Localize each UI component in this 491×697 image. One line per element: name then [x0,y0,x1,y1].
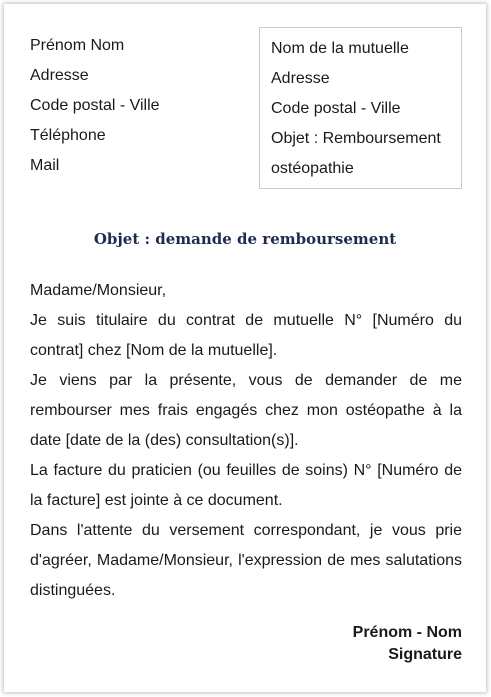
sender-name: Prénom Nom [30,37,125,54]
sender-block [30,31,160,181]
sender-address: Adresse [30,67,89,84]
recipient-object-line: ostéopathie [271,160,354,177]
letter-page [4,4,486,692]
letter-subject: Objet : demande de remboursement [93,230,397,248]
body-paragraph: Je viens par la présente, vous de demander de me rembourser mes frais engagés chez mon ostéopathe à la date [date de la (des) consultation(s)]. [30,372,462,449]
recipient-address: Adresse [271,70,330,87]
closing-name: Prénom - Nom [352,624,462,641]
salutation: Madame/Monsieur, [30,282,167,299]
recipient-block [259,27,462,189]
recipient-object-line: Objet : Remboursement [271,130,441,147]
sender-mail: Mail [30,157,60,174]
body-paragraph: La facture du praticien (ou feuilles de soins) N° [Numéro de la facture] est jointe à ce document. [30,462,462,509]
letter-body [30,276,462,606]
recipient-name: Nom de la mutuelle [271,40,409,57]
sender-postal-city: Code postal - Ville [30,97,160,114]
body-paragraph: Dans l'attente du versement correspondant, je vous prie d'agréer, Madame/Monsieur, l'expression de mes salutations distinguées. [30,522,462,599]
body-paragraph: Je suis titulaire du contrat de mutuelle N° [Numéro du contrat] chez [Nom de la mutuelle]. [30,312,462,359]
recipient-postal-city: Code postal - Ville [271,100,401,117]
closing-signature: Signature [388,646,462,663]
sender-phone: Téléphone [30,127,106,144]
closing-block [353,622,462,666]
